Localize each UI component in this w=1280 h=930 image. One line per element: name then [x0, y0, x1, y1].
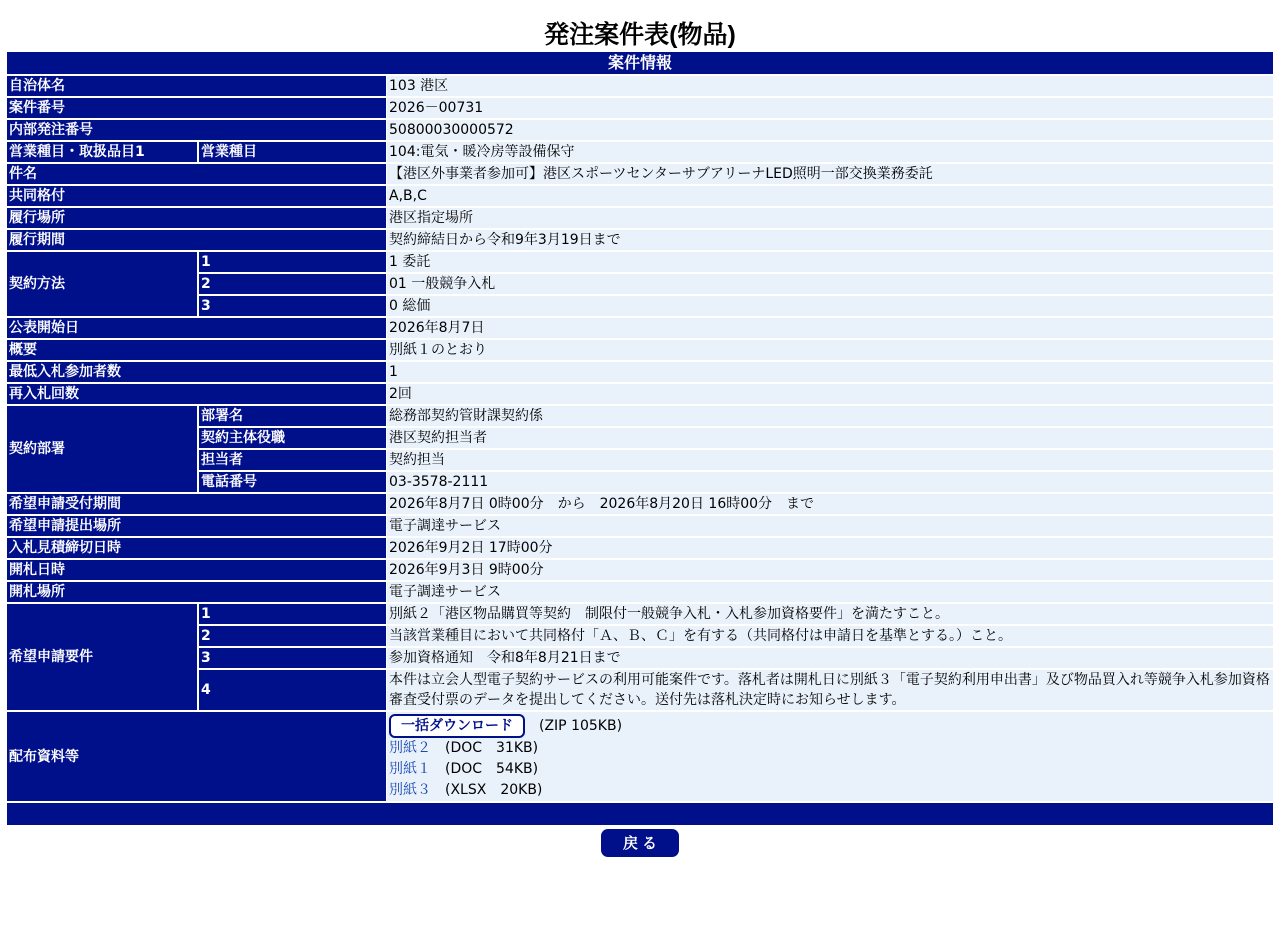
value-sainyu: 2回: [387, 384, 1273, 404]
sublabel-busho-role: 契約主体役職: [198, 428, 387, 448]
value-kohyo: 2026年8月7日: [387, 318, 1273, 338]
value-gaiyo: 別紙１のとおり: [387, 340, 1273, 360]
value-busho-role: 港区契約担当者: [387, 428, 1273, 448]
houhou-no: 3: [198, 296, 387, 316]
file-link-bessi1[interactable]: 別紙１: [389, 761, 431, 777]
sublabel-busho-name: 部署名: [198, 406, 387, 426]
file-item: [389, 738, 1271, 759]
file-item: [389, 759, 1271, 780]
section-header: 案件情報: [7, 52, 1273, 74]
label-shimekiri: 入札見積締切日時: [7, 538, 387, 558]
file-item: [389, 780, 1271, 801]
label-kenmei: 件名: [7, 164, 387, 184]
yoken-no: 3: [198, 648, 387, 668]
value-saitei: 1: [387, 362, 1273, 382]
row-uketsuke: [7, 494, 1273, 514]
label-basho: 履行場所: [7, 208, 387, 228]
value-jichitai: 103 港区: [387, 76, 1273, 96]
value-teishutsu: 電子調達サービス: [387, 516, 1273, 536]
label-naibu-no: 内部発注番号: [7, 120, 387, 140]
row-saitei: [7, 362, 1273, 382]
sublabel-eigyo: 営業種目: [198, 142, 387, 162]
value-kenmei: 【港区外事業者参加可】港区スポーツセンターサブアリーナLED照明一部交換業務委託: [387, 164, 1273, 184]
row-basho: [7, 208, 1273, 228]
value-haifu: [387, 712, 1273, 801]
row-teishutsu: [7, 516, 1273, 536]
houhou-value: 1 委託: [387, 252, 1273, 272]
row-kohyo: [7, 318, 1273, 338]
download-size: (ZIP 105KB): [539, 718, 623, 734]
yoken-no: 4: [198, 670, 387, 710]
label-uketsuke: 希望申請受付期間: [7, 494, 387, 514]
label-busho: 契約部署: [7, 406, 198, 492]
section-header-row: [7, 52, 1273, 74]
back-button[interactable]: 戻る: [601, 829, 679, 857]
yoken-value: 本件は立会人型電子契約サービスの利用可能案件です。落札者は開札日に別紙３「電子契約利用申出書」及び物品買入れ等競争入札参加資格審査受付票のデータを提出してください。送付先は落札決定時にお知らせします。: [387, 670, 1273, 710]
houhou-value: 01 一般競争入札: [387, 274, 1273, 294]
row-kenmei: [7, 164, 1273, 184]
yoken-value: 別紙２「港区物品購買等契約 制限付一般競争入札・入札参加資格要件」を満たすこと。: [387, 604, 1273, 624]
label-anken-no: 案件番号: [7, 98, 387, 118]
row-kaisatsu: [7, 560, 1273, 580]
page-title: 発注案件表(物品): [544, 21, 736, 49]
value-kikan: 契約締結日から令和9年3月19日まで: [387, 230, 1273, 250]
value-busho-name: 総務部契約管財課契約係: [387, 406, 1273, 426]
download-line: [389, 712, 1271, 738]
file-link-bessi2[interactable]: 別紙２: [389, 740, 431, 756]
file-size: (DOC 31KB): [445, 740, 539, 756]
value-busho-phone: 03-3578-2111: [387, 472, 1273, 492]
label-teishutsu: 希望申請提出場所: [7, 516, 387, 536]
row-kaisatsu-basho: [7, 582, 1273, 602]
yoken-value: 当該営業種目において共同格付「Ａ、Ｂ、Ｃ」を有する（共同格付は申請日を基準とする。）こと。: [387, 626, 1273, 646]
row-shimekiri: [7, 538, 1273, 558]
footer-bar-row: [7, 803, 1273, 825]
row-kikan: [7, 230, 1273, 250]
row-gaiyo: [7, 340, 1273, 360]
row-houhou-1: [7, 252, 1273, 272]
row-anken-no: [7, 98, 1273, 118]
houhou-value: 0 総価: [387, 296, 1273, 316]
case-info-table: [7, 50, 1273, 827]
label-kaisatsu: 開札日時: [7, 560, 387, 580]
yoken-no: 2: [198, 626, 387, 646]
label-jichitai: 自治体名: [7, 76, 387, 96]
label-kohyo: 公表開始日: [7, 318, 387, 338]
bulk-download-button[interactable]: 一括ダウンロード: [389, 714, 525, 738]
value-busho-person: 契約担当: [387, 450, 1273, 470]
label-houhou: 契約方法: [7, 252, 198, 316]
value-shimekiri: 2026年9月2日 17時00分: [387, 538, 1273, 558]
label-saitei: 最低入札参加者数: [7, 362, 387, 382]
row-yoken-1: [7, 604, 1273, 624]
value-kyodo: A,B,C: [387, 186, 1273, 206]
file-size: (DOC 54KB): [445, 761, 539, 777]
file-size: (XLSX 20KB): [445, 782, 543, 798]
label-kaisatsu-basho: 開札場所: [7, 582, 387, 602]
row-naibu-no: [7, 120, 1273, 140]
label-haifu: 配布資料等: [7, 712, 387, 801]
row-kyodo: [7, 186, 1273, 206]
footer-bar: [7, 803, 1273, 825]
file-link-bessi3[interactable]: 別紙３: [389, 782, 431, 798]
value-anken-no: 2026－00731: [387, 98, 1273, 118]
houhou-no: 1: [198, 252, 387, 272]
value-kaisatsu-basho: 電子調達サービス: [387, 582, 1273, 602]
label-yoken: 希望申請要件: [7, 604, 198, 710]
row-haifu: [7, 712, 1273, 801]
value-eigyo: 104:電気・暖冷房等設備保守: [387, 142, 1273, 162]
label-gaiyo: 概要: [7, 340, 387, 360]
row-sainyu: [7, 384, 1273, 404]
label-kikan: 履行期間: [7, 230, 387, 250]
label-sainyu: 再入札回数: [7, 384, 387, 404]
row-busho-1: [7, 406, 1273, 426]
value-naibu-no: 50800030000572: [387, 120, 1273, 140]
yoken-no: 1: [198, 604, 387, 624]
sublabel-busho-person: 担当者: [198, 450, 387, 470]
label-eigyo: 営業種目・取扱品目1: [7, 142, 198, 162]
row-eigyo: [7, 142, 1273, 162]
yoken-value: 参加資格通知 令和8年8月21日まで: [387, 648, 1273, 668]
label-kyodo: 共同格付: [7, 186, 387, 206]
sublabel-busho-phone: 電話番号: [198, 472, 387, 492]
houhou-no: 2: [198, 274, 387, 294]
row-jichitai: [7, 76, 1273, 96]
back-area: [0, 829, 1280, 857]
value-uketsuke: 2026年8月7日 0時00分 から 2026年8月20日 16時00分 まで: [387, 494, 1273, 514]
value-basho: 港区指定場所: [387, 208, 1273, 228]
value-kaisatsu: 2026年9月3日 9時00分: [387, 560, 1273, 580]
